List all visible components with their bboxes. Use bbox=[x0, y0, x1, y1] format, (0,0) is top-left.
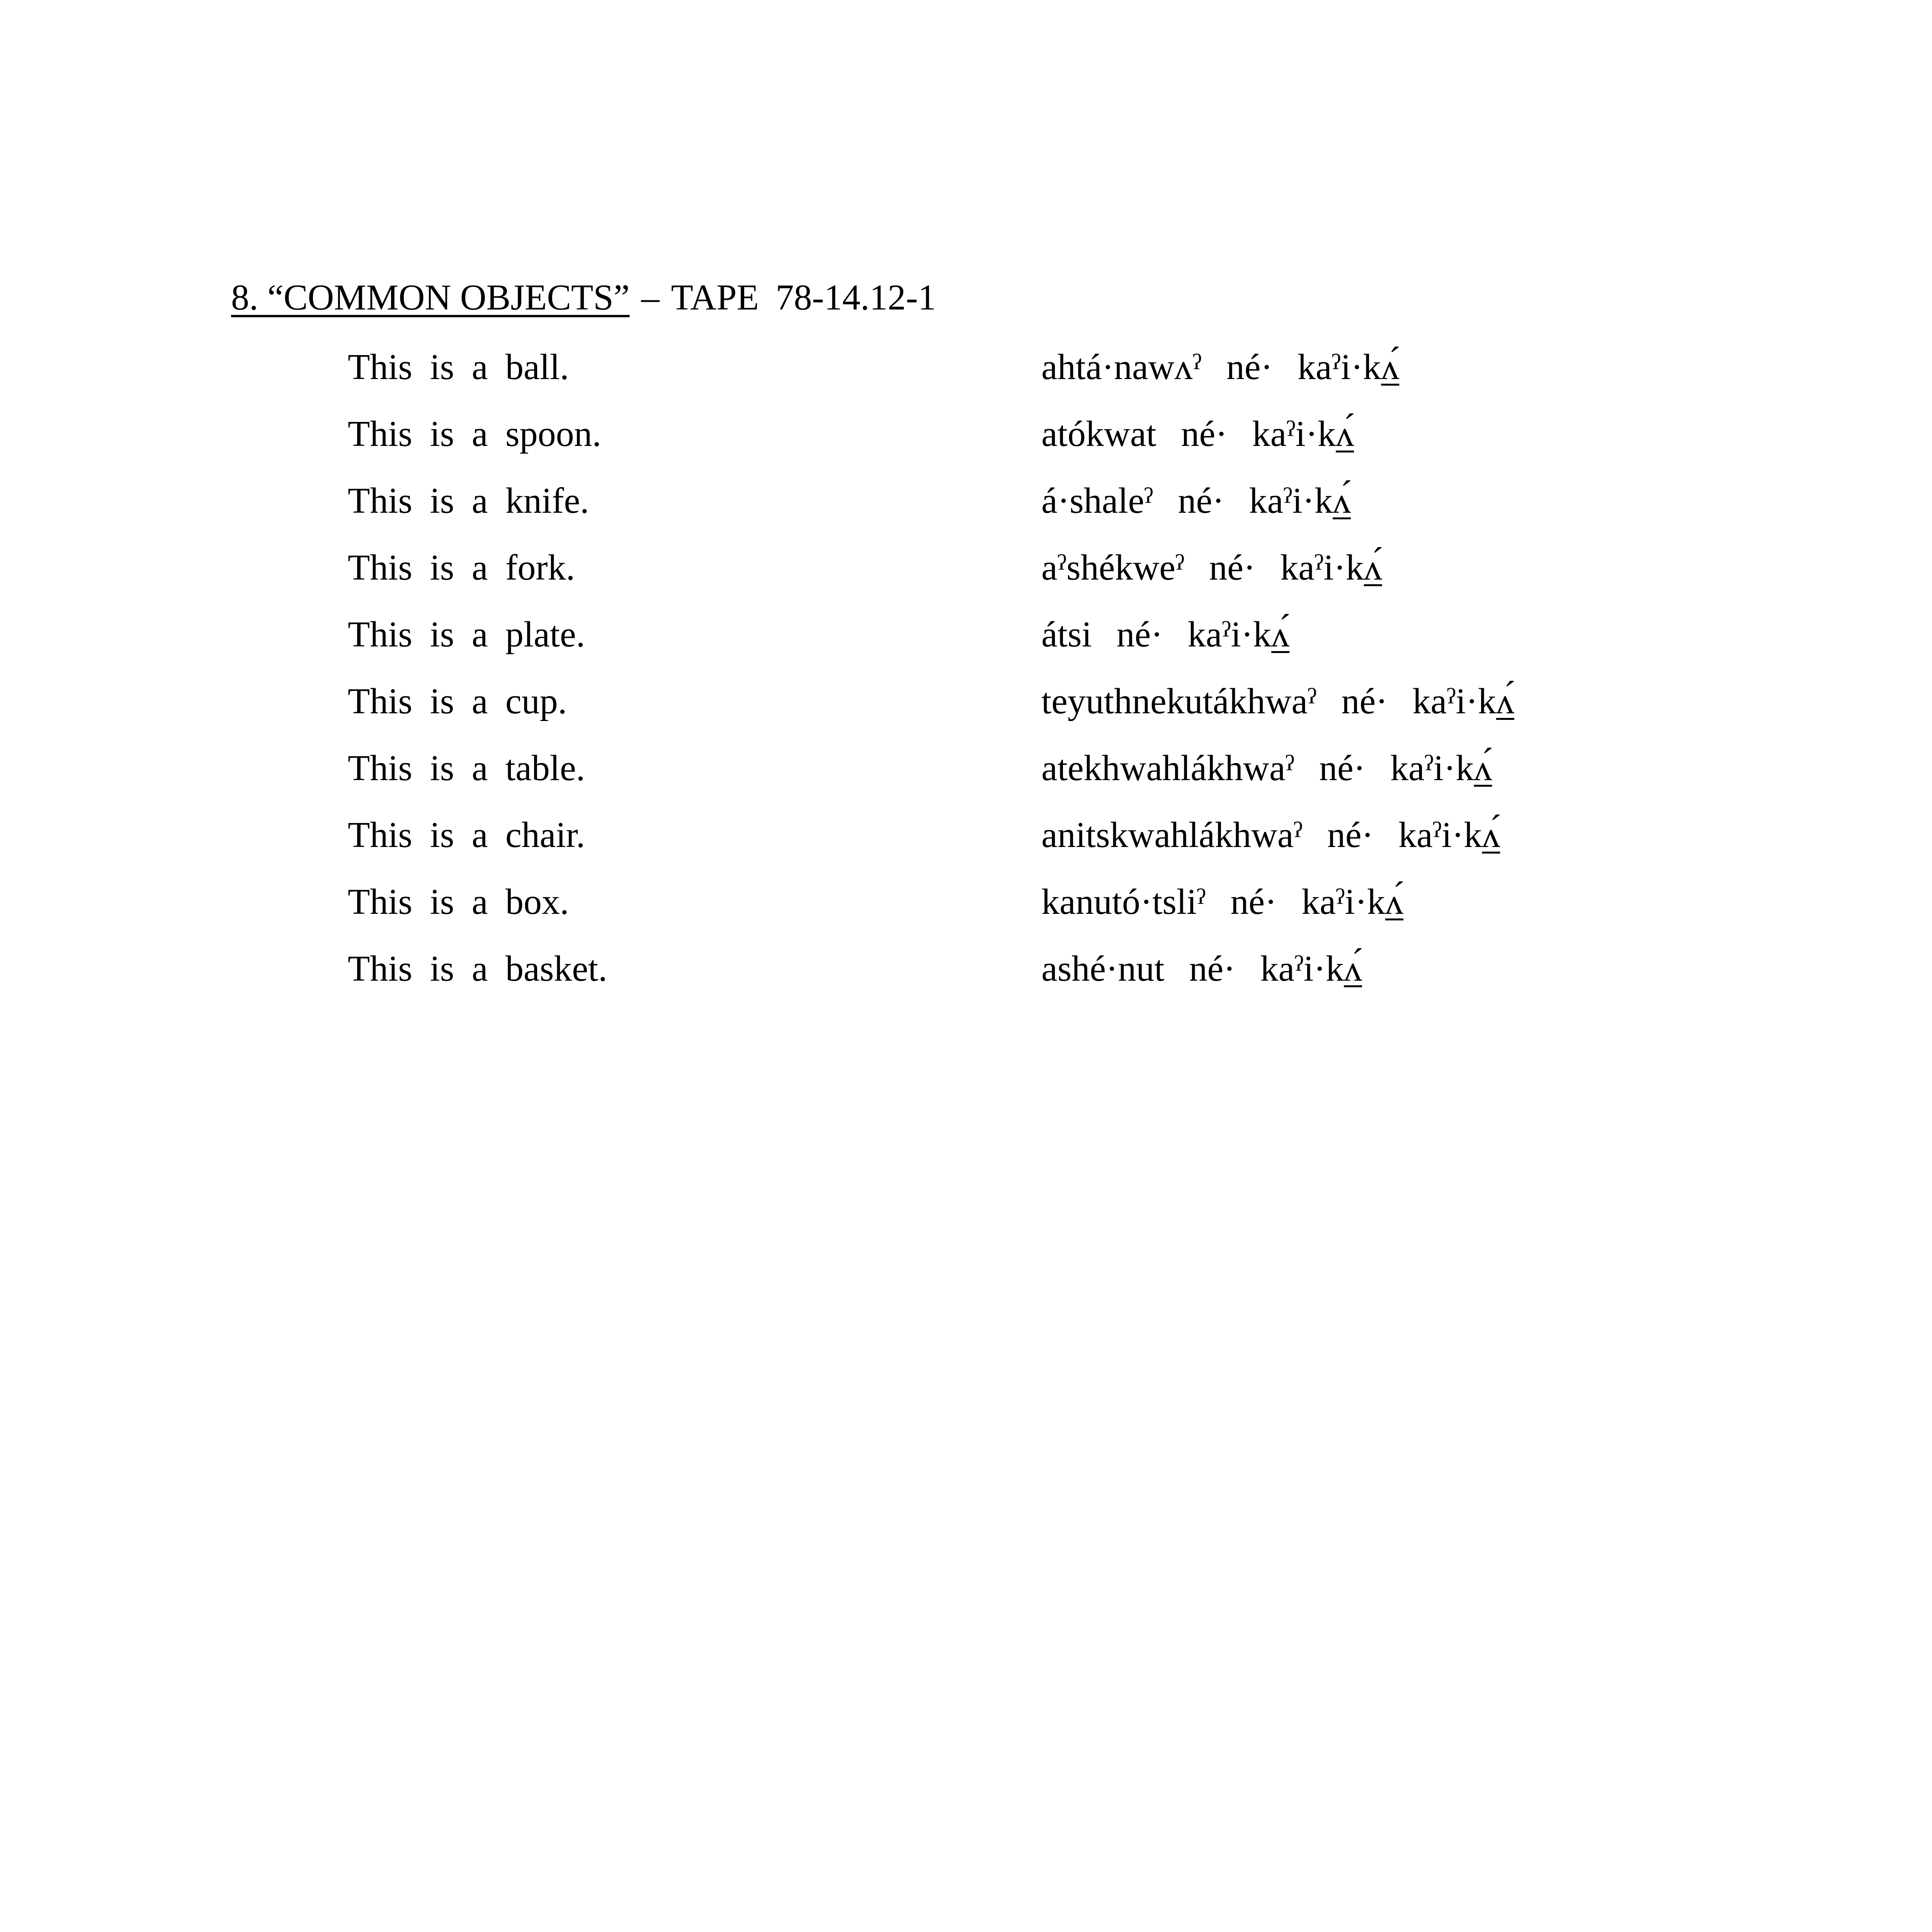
section-heading bbox=[231, 270, 936, 325]
english-sentence: This is a knife. bbox=[348, 481, 589, 521]
tape-reference: TAPE 78-14.12-1 bbox=[671, 277, 936, 318]
mohawk-verb-stem: kaˀi·k bbox=[1187, 614, 1272, 655]
mohawk-sentence bbox=[1041, 340, 1399, 394]
vocabulary-row bbox=[0, 741, 1932, 808]
english-sentence: This is a spoon. bbox=[348, 414, 602, 454]
mohawk-particle: né· bbox=[1209, 548, 1256, 588]
mohawk-verb-ending: ʌ́ bbox=[1385, 882, 1403, 922]
mohawk-particle: né· bbox=[1116, 614, 1163, 655]
mohawk-noun: aˀshékweˀ bbox=[1041, 548, 1185, 588]
english-sentence: This is a table. bbox=[348, 748, 585, 788]
mohawk-sentence bbox=[1041, 407, 1354, 461]
mohawk-verb-stem: kaˀi·k bbox=[1297, 347, 1381, 387]
vocabulary-row bbox=[0, 808, 1932, 875]
english-sentence: This is a ball. bbox=[348, 347, 569, 387]
mohawk-noun: anitskwahlákhwaˀ bbox=[1041, 815, 1303, 855]
mohawk-noun: á·shaleˀ bbox=[1041, 481, 1153, 521]
english-sentence: This is a box. bbox=[348, 882, 569, 922]
mohawk-verb-ending: ʌ́ bbox=[1344, 949, 1362, 989]
mohawk-particle: né· bbox=[1178, 481, 1225, 521]
mohawk-particle: né· bbox=[1189, 949, 1236, 989]
mohawk-verb-stem: kaˀi·k bbox=[1280, 548, 1364, 588]
mohawk-verb-ending: ʌ́ bbox=[1364, 548, 1382, 588]
mohawk-particle: né· bbox=[1230, 882, 1277, 922]
mohawk-verb-ending: ʌ́ bbox=[1482, 815, 1500, 855]
vocabulary-row bbox=[0, 607, 1932, 674]
mohawk-particle: né· bbox=[1226, 347, 1273, 387]
mohawk-verb-ending: ʌ́ bbox=[1474, 748, 1492, 788]
mohawk-noun: ashé·nut bbox=[1041, 949, 1165, 989]
mohawk-noun: ahtá·nawʌˀ bbox=[1041, 347, 1202, 387]
vocabulary-row bbox=[0, 875, 1932, 942]
mohawk-verb-stem: kaˀi·k bbox=[1252, 414, 1336, 454]
mohawk-verb-ending: ʌ́ bbox=[1332, 481, 1351, 521]
vocabulary-row bbox=[0, 474, 1932, 541]
english-sentence: This is a basket. bbox=[348, 949, 607, 989]
mohawk-particle: né· bbox=[1181, 414, 1228, 454]
mohawk-verb-stem: kaˀi·k bbox=[1301, 882, 1385, 922]
mohawk-noun: átsi bbox=[1041, 614, 1092, 655]
mohawk-verb-stem: kaˀi·k bbox=[1390, 748, 1474, 788]
vocabulary-row bbox=[0, 674, 1932, 741]
mohawk-sentence bbox=[1041, 607, 1289, 662]
mohawk-sentence bbox=[1041, 674, 1514, 728]
vocabulary-list bbox=[0, 340, 1932, 1009]
mohawk-particle: né· bbox=[1341, 681, 1388, 721]
mohawk-sentence bbox=[1041, 942, 1362, 996]
mohawk-sentence bbox=[1041, 741, 1492, 795]
english-sentence: This is a chair. bbox=[348, 815, 585, 855]
mohawk-verb-stem: kaˀi·k bbox=[1260, 949, 1344, 989]
vocabulary-row bbox=[0, 340, 1932, 407]
mohawk-verb-ending: ʌ́ bbox=[1496, 681, 1514, 721]
mohawk-particle: né· bbox=[1327, 815, 1374, 855]
mohawk-sentence bbox=[1041, 474, 1351, 528]
mohawk-sentence bbox=[1041, 808, 1500, 862]
mohawk-particle: né· bbox=[1319, 748, 1366, 788]
mohawk-verb-stem: kaˀi·k bbox=[1249, 481, 1333, 521]
vocabulary-row bbox=[0, 942, 1932, 1009]
mohawk-noun: atókwat bbox=[1041, 414, 1156, 454]
english-sentence: This is a fork. bbox=[348, 548, 575, 588]
mohawk-noun: kanutó·tsliˀ bbox=[1041, 882, 1206, 922]
english-sentence: This is a plate. bbox=[348, 614, 585, 655]
vocabulary-row bbox=[0, 541, 1932, 607]
section-title: 8. “COMMON OBJECTS” bbox=[231, 277, 630, 318]
mohawk-verb-stem: kaˀi·k bbox=[1398, 815, 1482, 855]
mohawk-noun: atekhwahlákhwaˀ bbox=[1041, 748, 1294, 788]
mohawk-sentence bbox=[1041, 875, 1403, 929]
mohawk-verb-ending: ʌ́ bbox=[1336, 414, 1354, 454]
english-sentence: This is a cup. bbox=[348, 681, 567, 721]
mohawk-sentence bbox=[1041, 541, 1382, 595]
heading-separator: – bbox=[641, 277, 660, 318]
mohawk-noun: teyuthnekutákhwaˀ bbox=[1041, 681, 1317, 721]
vocabulary-row bbox=[0, 407, 1932, 474]
mohawk-verb-ending: ʌ́ bbox=[1381, 347, 1400, 387]
mohawk-verb-stem: kaˀi·k bbox=[1412, 681, 1496, 721]
mohawk-verb-ending: ʌ́ bbox=[1271, 614, 1290, 655]
